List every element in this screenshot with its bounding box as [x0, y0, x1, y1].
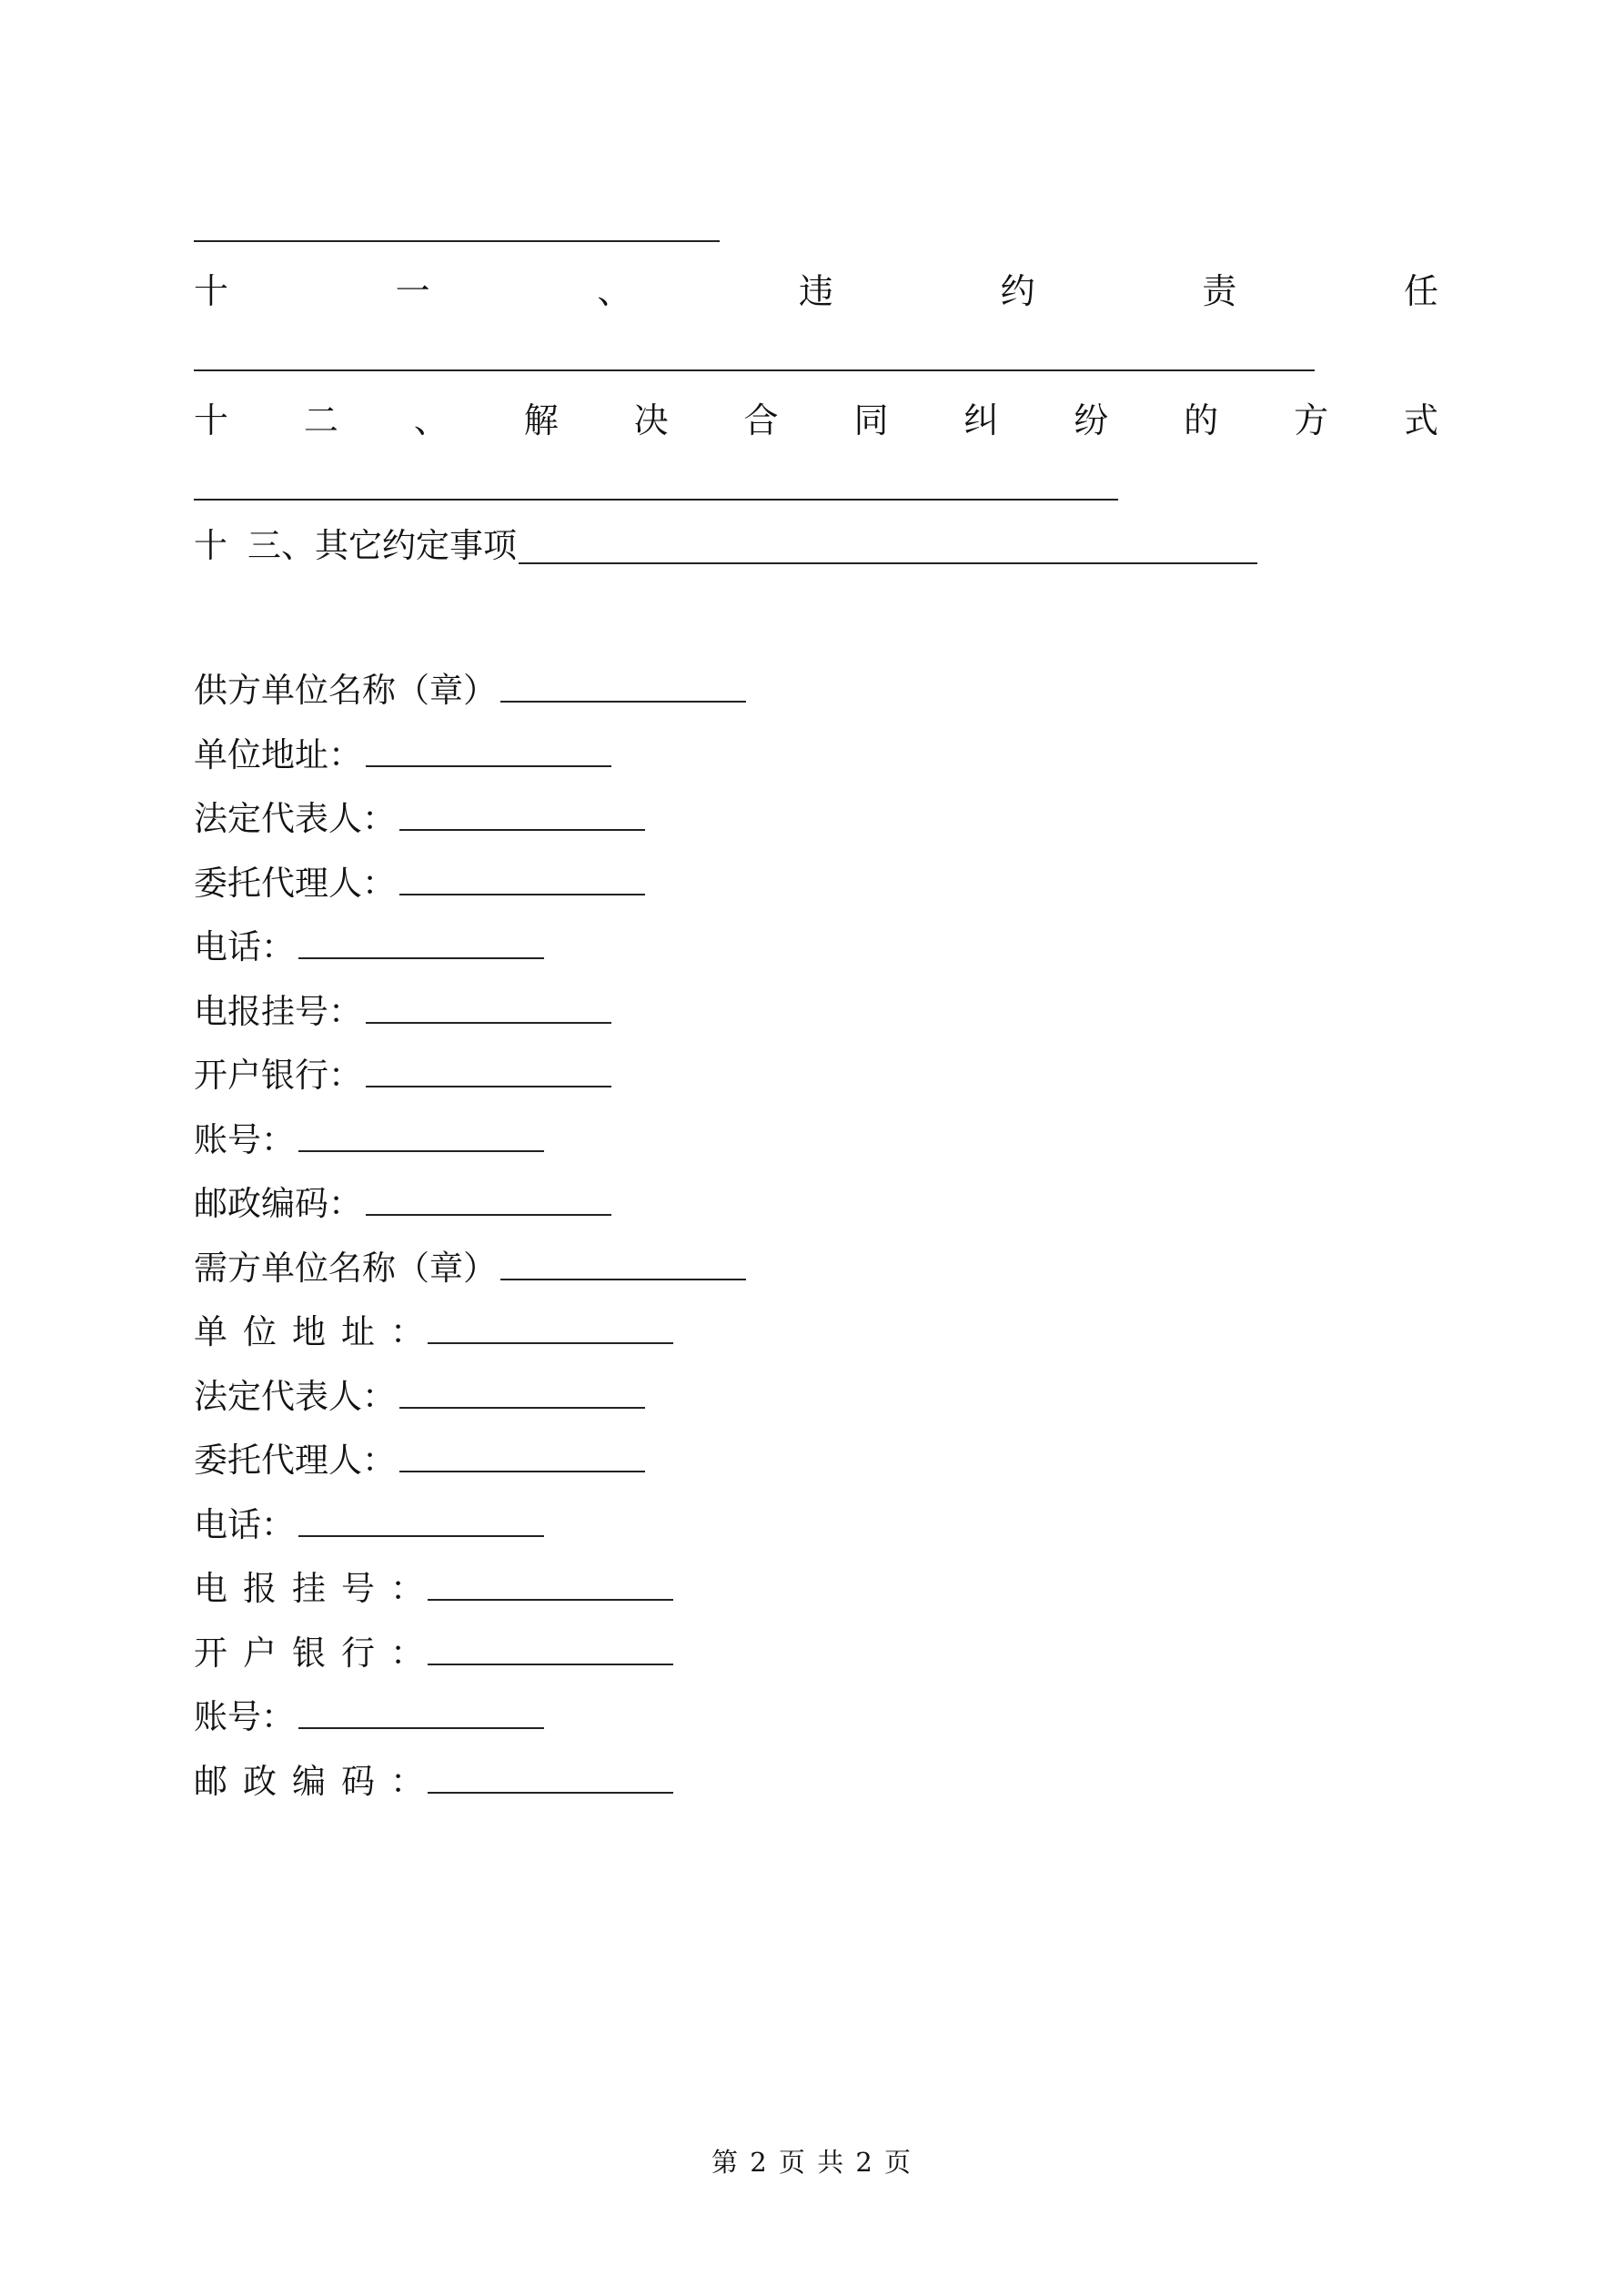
- buyer-telegraph-row: 电报挂号 ：: [194, 1553, 1286, 1618]
- clause-12-char: 十: [194, 400, 229, 440]
- buyer-agent-input[interactable]: [399, 1441, 645, 1472]
- supplier-phone-row: 电话 ：: [194, 912, 1286, 976]
- buyer-phone-row: 电话 ：: [194, 1490, 1286, 1554]
- supplier-name-input[interactable]: [500, 672, 746, 703]
- buyer-agent-row: 委托代理人 ：: [194, 1425, 1286, 1490]
- supplier-postcode-row: 邮政编码 ：: [194, 1168, 1286, 1233]
- buyer-account-row: 账号 ：: [194, 1682, 1286, 1746]
- signature-block: [194, 655, 1286, 1810]
- supplier-account-row: 账号 ：: [194, 1105, 1286, 1169]
- clause-11-char: 一: [395, 271, 430, 311]
- supplier-bank-row: 开户银行 ：: [194, 1040, 1286, 1105]
- clause-12-char: 纷: [1074, 400, 1109, 440]
- clause-13-fill-line: [519, 533, 1257, 564]
- clause-12-char: 、: [413, 400, 449, 440]
- clause-13-line: [194, 528, 1257, 564]
- supplier-legal-rep-row: 法定代表人 ：: [194, 784, 1286, 848]
- clause-12-char: 解: [523, 400, 559, 440]
- supplier-phone-input[interactable]: [298, 928, 544, 959]
- supplier-phone-label: 电话: [194, 927, 261, 967]
- supplier-legal-rep-input[interactable]: [399, 800, 645, 831]
- clause-11-heading: [194, 273, 1438, 309]
- clause-11-fill-line: [194, 369, 1315, 371]
- buyer-name-label: 需方单位名称（章）: [194, 1248, 497, 1288]
- supplier-legal-rep-label: 法定代表人: [194, 799, 362, 839]
- supplier-name-row: [194, 655, 1286, 720]
- clause-13-text: 三、其它约定事项: [247, 526, 517, 565]
- page-number: 第 2 页 共 2 页: [711, 2147, 913, 2178]
- clause-12-char: 的: [1184, 400, 1219, 440]
- buyer-account-input[interactable]: [298, 1698, 544, 1729]
- supplier-bank-label: 开户银行: [194, 1056, 328, 1096]
- supplier-postcode-label: 邮政编码: [194, 1184, 328, 1224]
- supplier-agent-input[interactable]: [399, 865, 645, 895]
- clause-12-heading: [194, 402, 1438, 439]
- buyer-phone-label: 电话: [194, 1504, 261, 1544]
- buyer-bank-row: 开户银行 ：: [194, 1618, 1286, 1683]
- supplier-telegraph-label: 电报挂号: [194, 991, 328, 1031]
- clause-11-char: 违: [798, 271, 833, 311]
- buyer-name-input[interactable]: [500, 1249, 746, 1280]
- clause-12-char: 纠: [963, 400, 999, 440]
- buyer-address-input[interactable]: [428, 1313, 673, 1344]
- clause-11-char: 任: [1403, 271, 1438, 311]
- supplier-agent-label: 委托代理人: [194, 863, 362, 903]
- supplier-telegraph-input[interactable]: [366, 993, 611, 1024]
- clause-11-char: 、: [597, 271, 632, 311]
- clause-11-char: 十: [194, 271, 229, 311]
- supplier-bank-input[interactable]: [366, 1057, 611, 1087]
- supplier-address-input[interactable]: [366, 736, 611, 767]
- buyer-legal-rep-row: 法定代表人 ：: [194, 1361, 1286, 1426]
- buyer-agent-label: 委托代理人: [194, 1441, 362, 1481]
- supplier-account-label: 账号: [194, 1119, 261, 1159]
- clause-12-char: 同: [853, 400, 889, 440]
- clause-12-fill-line: [194, 499, 1118, 501]
- buyer-legal-rep-input[interactable]: [399, 1378, 645, 1409]
- buyer-address-label: 单位地址: [194, 1312, 390, 1352]
- buyer-telegraph-input[interactable]: [428, 1570, 673, 1601]
- clause-12-char: 合: [743, 400, 779, 440]
- fill-line: [194, 240, 720, 242]
- supplier-address-label: 单位地址: [194, 734, 328, 774]
- buyer-bank-label: 开户银行: [194, 1633, 390, 1673]
- buyer-legal-rep-label: 法定代表人: [194, 1376, 362, 1416]
- clause-12-char: 二: [303, 400, 338, 440]
- buyer-account-label: 账号: [194, 1697, 261, 1737]
- buyer-address-row: 单位地址 ：: [194, 1297, 1286, 1361]
- supplier-postcode-input[interactable]: [366, 1185, 611, 1216]
- buyer-name-row: [194, 1233, 1286, 1298]
- clause-12-char: 方: [1294, 400, 1329, 440]
- supplier-account-input[interactable]: [298, 1121, 544, 1152]
- buyer-phone-input[interactable]: [298, 1506, 544, 1537]
- clause-12-char: 决: [633, 400, 669, 440]
- buyer-postcode-input[interactable]: [428, 1763, 673, 1794]
- buyer-postcode-row: 邮政编码 ：: [194, 1746, 1286, 1811]
- supplier-name-label: 供方单位名称（章）: [194, 671, 497, 711]
- buyer-postcode-label: 邮政编码: [194, 1761, 390, 1801]
- buyer-bank-input[interactable]: [428, 1634, 673, 1665]
- supplier-address-row: 单位地址 ：: [194, 720, 1286, 784]
- clause-12-char: 式: [1403, 400, 1438, 440]
- supplier-agent-row: 委托代理人 ：: [194, 848, 1286, 913]
- clause-13-prefix: 十: [194, 526, 227, 565]
- clause-11-char: 责: [1202, 271, 1237, 311]
- supplier-telegraph-row: 电报挂号 ：: [194, 976, 1286, 1041]
- buyer-telegraph-label: 电报挂号: [194, 1569, 390, 1609]
- clause-11-char: 约: [1000, 271, 1035, 311]
